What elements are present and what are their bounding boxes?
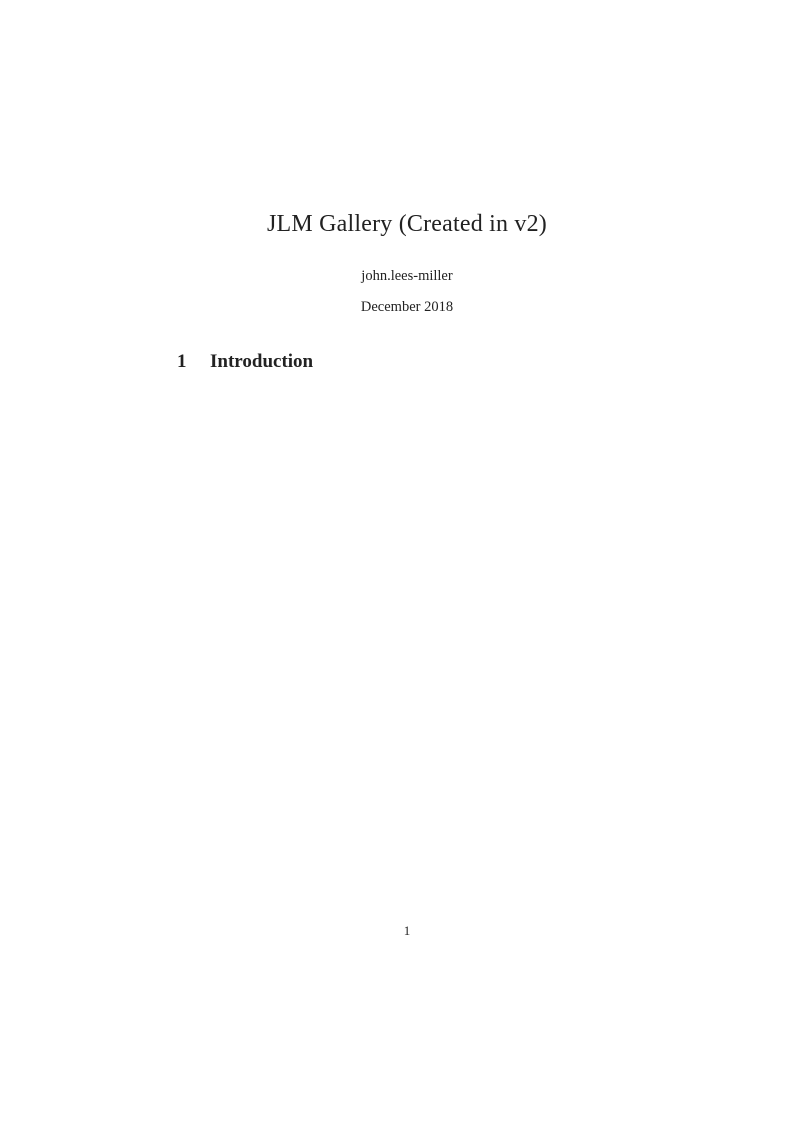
document-date: December 2018 [360,299,454,315]
text-block [177,0,637,1123]
document-author: john.lees-miller [361,268,453,284]
document-title: JLM Gallery (Created in v2) [267,211,547,237]
section-number: 1 [177,351,187,372]
page-number: 1 [403,923,411,938]
section-heading [177,351,637,373]
section-title: Introduction [210,351,314,372]
